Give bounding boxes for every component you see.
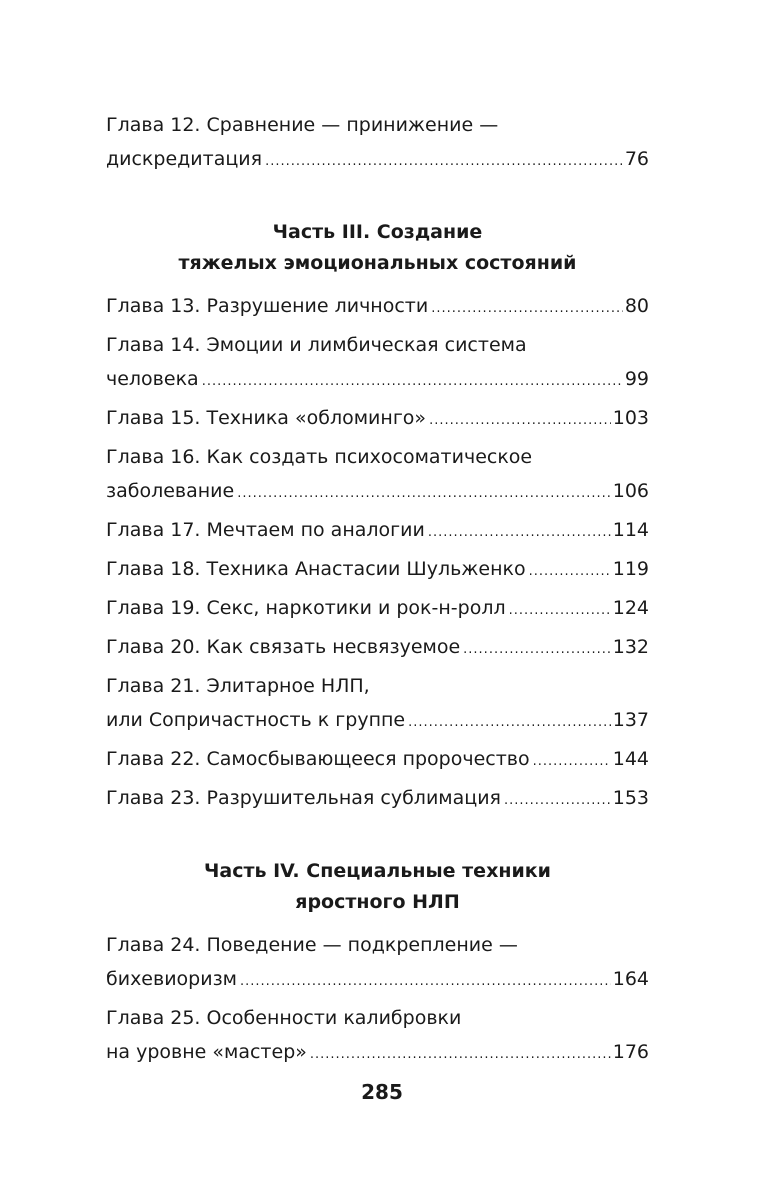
chapter-page-number: 106 [612,480,649,502]
dot-leader [428,516,611,550]
chapter-title: Глава 17. Мечтаем по аналогии [106,519,425,541]
chapter-page-number: 144 [612,748,649,770]
chapter-page-number: 114 [612,519,649,541]
toc-entry [106,928,649,999]
toc-entry-line [106,289,649,326]
toc-entry-line [106,440,649,474]
chapter-title: Глава 16. Как создать психосоматическое [106,446,533,468]
dot-leader [429,404,611,438]
toc-entry-line [106,328,649,362]
part-heading-line: тяжелых эмоциональных состояний [178,252,577,274]
dot-leader [237,477,611,511]
toc-entry [106,401,649,438]
part-heading-line: яростного НЛП [295,891,460,913]
chapter-title: дискредитация [106,148,263,170]
part-heading [106,856,649,918]
chapter-title: Глава 19. Секс, наркотики и рок-н-ролл [106,597,506,619]
part-heading [106,217,649,279]
chapter-page-number: 176 [612,1041,649,1063]
chapter-title: бихевиоризм [106,968,238,990]
dot-leader [529,555,611,589]
chapter-page-number: 153 [612,787,649,809]
chapter-title: Глава 25. Особенности калибровки [106,1007,462,1029]
chapter-title: Глава 22. Самосбывающееся пророчество [106,748,530,770]
chapter-title: Глава 21. Элитарное НЛП, [106,675,370,697]
chapter-title: или Сопричастность к группе [106,709,406,731]
toc-entry [106,591,649,628]
dot-leader [408,706,611,740]
toc-entry [106,108,649,179]
toc-entry [106,328,649,399]
toc-entry-line [106,1035,649,1072]
toc-entry [106,552,649,589]
chapter-title: заболевание [106,480,235,502]
dot-leader [310,1038,611,1072]
chapter-title: Глава 24. Поведение — подкрепление — [106,934,518,956]
dot-leader [504,784,611,818]
toc-entry-line [106,108,649,142]
toc-entry-line [106,474,649,511]
dot-leader [240,965,611,999]
chapter-page-number: 80 [624,295,649,317]
chapter-page-number: 132 [612,636,649,658]
toc-entry-line [106,401,649,438]
chapter-title: Глава 23. Разрушительная сублимация [106,787,501,809]
toc-entry [106,513,649,550]
chapter-title: Глава 15. Техника «обломинго» [106,407,427,429]
toc-entry-line [106,742,649,779]
toc-entry [106,742,649,779]
chapter-title: Глава 18. Техника Анастасии Шульженко [106,558,526,580]
chapter-page-number: 137 [612,709,649,731]
toc-entry-line [106,591,649,628]
chapter-title: Глава 13. Разрушение личности [106,295,429,317]
toc-entry [106,781,649,818]
chapter-page-number: 164 [612,968,649,990]
toc-entry-line [106,781,649,818]
dot-leader [463,633,611,667]
dot-leader [431,292,623,326]
toc-entry-line [106,928,649,962]
toc-entry-line [106,552,649,589]
toc-entry [106,630,649,667]
toc-entry-line [106,142,649,179]
toc-entry [106,1001,649,1072]
part-heading-line: Часть IV. Специальные техники [204,860,551,882]
dot-leader [202,365,623,399]
chapter-page-number: 119 [612,558,649,580]
toc-entry [106,289,649,326]
chapter-page-number: 124 [612,597,649,619]
toc-entry-line [106,1001,649,1035]
chapter-page-number: 103 [612,407,649,429]
toc-entry-line [106,669,649,703]
toc-entry-line [106,513,649,550]
toc-entry-line [106,703,649,740]
chapter-title: на уровне «мастер» [106,1041,307,1063]
chapter-title: Глава 20. Как связать несвязуемое [106,636,461,658]
dot-leader [509,594,611,628]
table-of-contents [106,108,649,1072]
page-number: 285 [361,1080,403,1104]
toc-entry-line [106,630,649,667]
toc-entry [106,669,649,740]
part-heading-line: Часть III. Создание [272,221,483,243]
chapter-title: Глава 12. Сравнение — принижение — [106,114,499,136]
toc-entry-line [106,362,649,399]
dot-leader [265,145,623,179]
chapter-page-number: 99 [624,368,649,390]
toc-entry [106,440,649,511]
chapter-title: Глава 14. Эмоции и лимбическая система [106,334,527,356]
chapter-title: человека [106,368,199,390]
dot-leader [533,745,611,779]
toc-entry-line [106,962,649,999]
chapter-page-number: 76 [624,148,649,170]
